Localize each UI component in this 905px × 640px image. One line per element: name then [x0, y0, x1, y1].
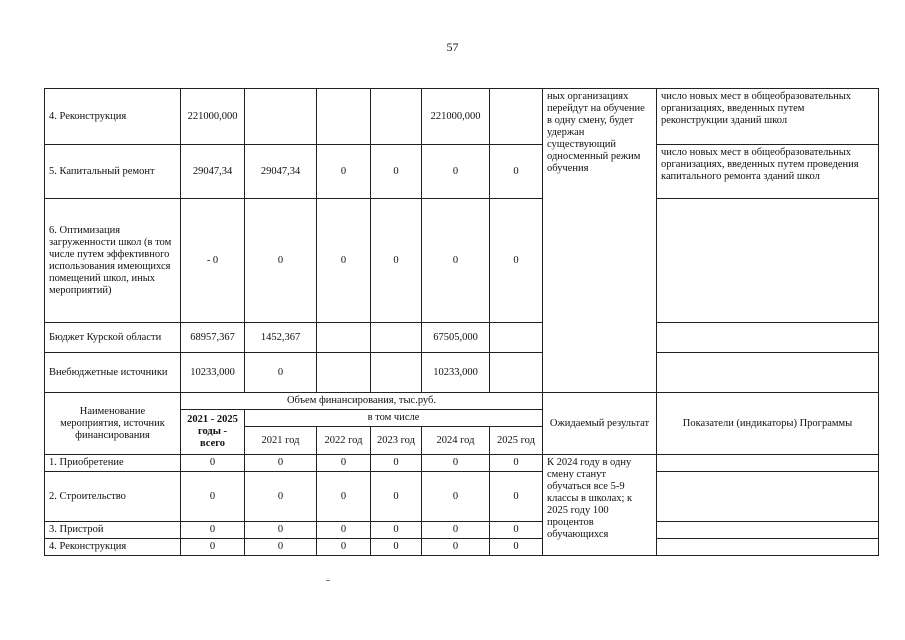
- page-number: 57: [446, 40, 459, 54]
- row-label: 4. Реконструкция: [45, 539, 181, 556]
- program-financing-table: [44, 88, 879, 556]
- cell-2024: 67505,000: [422, 323, 490, 353]
- cell-2021: 0: [245, 522, 317, 539]
- table-row: [45, 353, 879, 393]
- header-2025: 2025 год: [490, 427, 543, 455]
- cell-2022: [317, 353, 371, 393]
- cell-2024: 0: [422, 472, 490, 522]
- cell-2025: 0: [490, 455, 543, 472]
- cell-2021: [245, 89, 317, 145]
- cell-2023: [371, 353, 422, 393]
- cell-2021: 0: [245, 455, 317, 472]
- row-label: Бюджет Курской области: [45, 323, 181, 353]
- indicator-cell: [657, 539, 879, 556]
- cell-2022: 0: [317, 472, 371, 522]
- expected-result-lower: К 2024 году в одну смену станут обучаться все 5-9 классы в школах; к 2025 году 100 процентов обучающихся: [543, 455, 657, 556]
- row-label: 3. Пристрой: [45, 522, 181, 539]
- header-including: в том числе: [245, 410, 543, 427]
- cell-total: 221000,000: [181, 89, 245, 145]
- header-total: 2021 - 2025 годы - всего: [181, 410, 245, 455]
- indicator-cell: [657, 455, 879, 472]
- scan-speck: [326, 580, 330, 581]
- row-label: 1. Приобретение: [45, 455, 181, 472]
- cell-2024: 0: [422, 539, 490, 556]
- cell-2022: [317, 89, 371, 145]
- cell-total: 68957,367: [181, 323, 245, 353]
- header-name: Наименование мероприятия, источник финансирования: [45, 393, 181, 455]
- cell-2025: [490, 89, 543, 145]
- header-indicators: Показатели (индикаторы) Программы: [657, 393, 879, 455]
- cell-2022: 0: [317, 145, 371, 199]
- cell-2024: 0: [422, 145, 490, 199]
- cell-2022: 0: [317, 522, 371, 539]
- table-row: [45, 522, 879, 539]
- cell-2023: [371, 89, 422, 145]
- header-2024: 2024 год: [422, 427, 490, 455]
- cell-2022: [317, 323, 371, 353]
- cell-2023: 0: [371, 539, 422, 556]
- indicator-cell: [657, 199, 879, 323]
- cell-2025: 0: [490, 539, 543, 556]
- cell-2025: 0: [490, 472, 543, 522]
- table-row: [45, 323, 879, 353]
- row-label: Внебюджетные источники: [45, 353, 181, 393]
- table-row: [45, 539, 879, 556]
- cell-2023: 0: [371, 522, 422, 539]
- cell-total: 0: [181, 455, 245, 472]
- cell-2023: 0: [371, 472, 422, 522]
- cell-2022: 0: [317, 539, 371, 556]
- indicator-cell: [657, 323, 879, 353]
- cell-2025: 0: [490, 145, 543, 199]
- indicator-cell: число новых мест в общеобразовательных организациях, введенных путем проведения капитального ремонта зданий школ: [657, 145, 879, 199]
- table-row: [45, 472, 879, 522]
- expected-result-continuation: [543, 199, 657, 393]
- row-label: 5. Капитальный ремонт: [45, 145, 181, 199]
- indicator-cell: число новых мест в общеобразовательных организациях, введенных путем реконструкции зданий школ: [657, 89, 879, 145]
- cell-2025: 0: [490, 199, 543, 323]
- cell-2024: 10233,000: [422, 353, 490, 393]
- header-result: Ожидаемый результат: [543, 393, 657, 455]
- cell-2021: 0: [245, 539, 317, 556]
- cell-2022: 0: [317, 455, 371, 472]
- cell-total: 0: [181, 522, 245, 539]
- row-label: 4. Реконструкция: [45, 89, 181, 145]
- cell-2023: 0: [371, 199, 422, 323]
- row-label: 6. Оптимизация загруженности школ (в том числе путем эффективного использования имеющихся помещений школ, иных мероприятий): [45, 199, 181, 323]
- cell-2024: 0: [422, 455, 490, 472]
- cell-2021: 1452,367: [245, 323, 317, 353]
- row-label: 2. Строительство: [45, 472, 181, 522]
- indicator-cell: [657, 472, 879, 522]
- table-row: [45, 455, 879, 472]
- cell-2021: 29047,34: [245, 145, 317, 199]
- cell-2025: 0: [490, 522, 543, 539]
- table-row: [45, 89, 879, 145]
- expected-result-upper: ных организациях перейдут на обучение в одну смену, будет удержан существующий односменный режим обучения: [543, 89, 657, 199]
- cell-2024: 0: [422, 199, 490, 323]
- header-2022: 2022 год: [317, 427, 371, 455]
- header-funding: Объем финансирования, тыс.руб.: [181, 393, 543, 410]
- indicator-cell: [657, 353, 879, 393]
- cell-2021: 0: [245, 353, 317, 393]
- cell-2024: 0: [422, 522, 490, 539]
- header-row: [45, 393, 879, 410]
- cell-total: - 0: [181, 199, 245, 323]
- cell-total: 0: [181, 539, 245, 556]
- cell-2025: [490, 353, 543, 393]
- indicator-cell: [657, 522, 879, 539]
- cell-total: 29047,34: [181, 145, 245, 199]
- cell-2021: 0: [245, 472, 317, 522]
- cell-total: 10233,000: [181, 353, 245, 393]
- cell-2023: [371, 323, 422, 353]
- cell-2023: 0: [371, 145, 422, 199]
- cell-2023: 0: [371, 455, 422, 472]
- cell-2024: 221000,000: [422, 89, 490, 145]
- header-2021: 2021 год: [245, 427, 317, 455]
- cell-total: 0: [181, 472, 245, 522]
- cell-2022: 0: [317, 199, 371, 323]
- cell-2025: [490, 323, 543, 353]
- table-row: [45, 145, 879, 199]
- cell-2021: 0: [245, 199, 317, 323]
- table-row: [45, 199, 879, 323]
- header-2023: 2023 год: [371, 427, 422, 455]
